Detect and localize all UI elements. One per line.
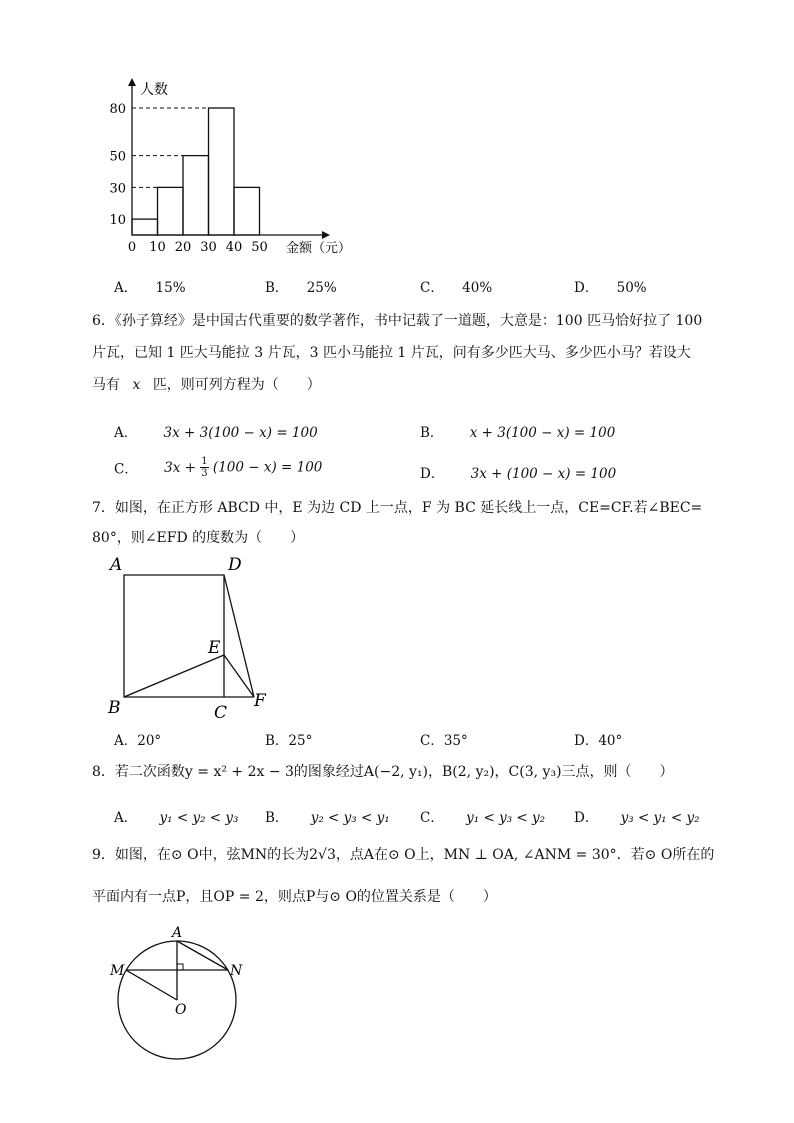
circle-o-figure [100, 918, 260, 1063]
q6-option-c-frac-num: 1 [201, 456, 208, 467]
q8-option-c-text: y₁ < y₃ < y₂ [466, 810, 546, 826]
label-b: B [108, 698, 121, 718]
q7-stem-line-2: 80°，则∠EFD 的度数为（ ） [92, 530, 305, 546]
q8-option-b-letter: B． [265, 810, 289, 826]
square-abcd [124, 575, 224, 697]
histogram-x-tick-labels [128, 240, 268, 255]
histogram-x-tick-label: 20 [174, 240, 192, 255]
q6-option-b[interactable] [420, 421, 615, 441]
q6-option-d-text: 3x + (100 − x) = 100 [470, 466, 617, 482]
q6-stem-line-1: 6．《孙子算经》是中国古代重要的数学著作，书中记载了一道题，大意是：100 匹马恰好拉了 100 [92, 313, 703, 329]
histogram-y-tick-label: 80 [109, 102, 126, 117]
q6-option-c-fraction [200, 456, 208, 479]
q5-option-c[interactable] [420, 276, 492, 296]
q6-option-c-text-pre: 3x + [164, 459, 201, 476]
histogram-dash-lines [132, 108, 209, 187]
label-d: D [228, 555, 242, 575]
histogram-bar [234, 187, 260, 235]
q6-option-d[interactable] [420, 462, 616, 482]
q5-option-d[interactable] [574, 276, 647, 296]
q6-option-a[interactable] [114, 421, 318, 441]
q7-option-b-letter: B． [265, 733, 289, 749]
histogram-y-tick-label: 10 [109, 213, 126, 229]
histogram-x-arrow [322, 231, 330, 239]
q8-option-a[interactable] [114, 806, 238, 826]
q7-option-b[interactable] [265, 729, 312, 749]
histogram-y-arrow [128, 78, 136, 86]
q6-option-b-text: x + 3(100 − x) = 100 [469, 425, 616, 441]
q8-option-b-text: y₂ < y₃ < y₁ [310, 810, 390, 826]
q7-option-b-text: 25° [288, 733, 313, 749]
q6-stem-line-3-pre: 马有 [92, 377, 120, 393]
histogram-x-tick-label: 50 [251, 240, 268, 255]
q8-option-d[interactable] [574, 806, 700, 826]
q7-option-d-text: 40° [598, 733, 623, 749]
q7-option-d[interactable] [574, 729, 622, 749]
q7-option-c-letter: C． [420, 733, 444, 749]
q8-option-b[interactable] [265, 806, 390, 826]
q7-option-a[interactable] [114, 729, 161, 749]
q6-option-c-text-post: (100 − x) = 100 [212, 459, 323, 476]
q7-option-c[interactable] [420, 729, 468, 749]
histogram-y-tick-label: 50 [109, 149, 126, 165]
histogram-bar [132, 219, 158, 235]
q6-option-c[interactable] [114, 456, 322, 479]
segment-be [124, 655, 224, 697]
histogram-y-label: 人数 [140, 82, 168, 98]
q5-option-d-text: 50% [616, 280, 647, 296]
q6-option-d-letter: D． [420, 466, 445, 482]
q6-stem-line-3 [92, 375, 321, 395]
label-m: M [110, 963, 125, 979]
q5-option-a-text: 15% [155, 280, 186, 296]
q6-option-b-letter: B． [420, 425, 444, 441]
q5-option-b[interactable] [265, 276, 337, 296]
q6-stem-variable: x [132, 377, 141, 393]
q6-option-a-text: 3x + 3(100 − x) = 100 [163, 425, 318, 441]
q5-option-d-letter: D． [574, 280, 599, 296]
histogram-x-tick-label: 10 [149, 240, 166, 255]
q6-option-c-frac-den: 3 [201, 468, 208, 479]
label-e: E [208, 638, 221, 658]
q5-option-a[interactable] [114, 276, 186, 296]
histogram-y-tick-label: 30 [109, 181, 126, 197]
right-angle-mark [177, 964, 183, 970]
histogram-x-label: 金额（元） [286, 241, 352, 256]
q5-option-a-letter: A． [114, 280, 138, 296]
q8-option-d-text: y₃ < y₁ < y₂ [620, 810, 700, 826]
q9-stem-line-1: 9．如图，在⊙ O中，弦MN的长为2√3，点A在⊙ O上，MN ⊥ OA, ∠ANM = 30°．若⊙ O所在的 [92, 847, 715, 863]
q8-option-a-text: y₁ < y₂ < y₃ [159, 810, 239, 826]
label-n: N [230, 963, 243, 979]
q5-option-c-text: 40% [462, 280, 493, 296]
segment-df [224, 575, 254, 697]
q5-option-c-letter: C． [420, 280, 444, 296]
histogram-bar [158, 187, 184, 235]
segment-an [177, 941, 228, 970]
q6-stem-line-2: 片瓦，已知 1 匹大马能拉 3 片瓦，3 匹小马能拉 1 片瓦，问有多少匹大马、多少匹小马？若设大 [92, 345, 691, 361]
q8-option-c[interactable] [420, 806, 545, 826]
q8-stem-line-1: 8．若二次函数y = x² + 2x − 3的图象经过A(−2, y₁)，B(2, y₂)，C(3, y₃)三点，则（ ） [92, 764, 674, 780]
q7-option-d-letter: D． [574, 733, 599, 749]
q8-option-d-letter: D． [574, 810, 599, 826]
label-f: F [254, 691, 266, 711]
label-a: A [172, 925, 183, 941]
label-c: C [214, 703, 228, 723]
histogram-x-tick-label: 0 [127, 240, 137, 255]
q7-option-c-text: 35° [443, 733, 468, 749]
q6-option-c-letter: C． [114, 461, 138, 478]
histogram-bar [183, 156, 209, 235]
histogram-y-tick-labels [109, 102, 126, 228]
q7-option-a-text: 20° [137, 733, 162, 749]
q8-option-c-letter: C． [420, 810, 444, 826]
q9-stem-line-2: 平面内有一点P，且OP = 2，则点P与⊙ O的位置关系是（ ） [92, 889, 497, 905]
histogram-x-tick-label: 30 [200, 240, 217, 255]
histogram-bar [209, 108, 235, 235]
q7-stem-line-1: 7．如图，在正方形 ABCD 中，E 为边 CD 上一点，F 为 BC 延长线上一点，CE=CF.若∠BEC= [92, 500, 703, 516]
q7-option-a-letter: A． [114, 733, 138, 749]
label-a: A [110, 555, 123, 575]
q5-option-b-text: 25% [306, 280, 337, 296]
histogram-bars [132, 108, 260, 235]
label-o: O [175, 1002, 187, 1018]
segment-mo [126, 970, 177, 1000]
histogram-chart [100, 70, 380, 265]
square-abcd-figure [100, 550, 280, 725]
q6-stem-line-3-post: 匹，则可列方程为（ ） [152, 377, 321, 393]
q8-option-a-letter: A． [114, 810, 138, 826]
histogram-x-tick-label: 40 [225, 240, 243, 255]
q6-option-a-letter: A． [114, 425, 138, 441]
q5-option-b-letter: B． [265, 280, 289, 296]
